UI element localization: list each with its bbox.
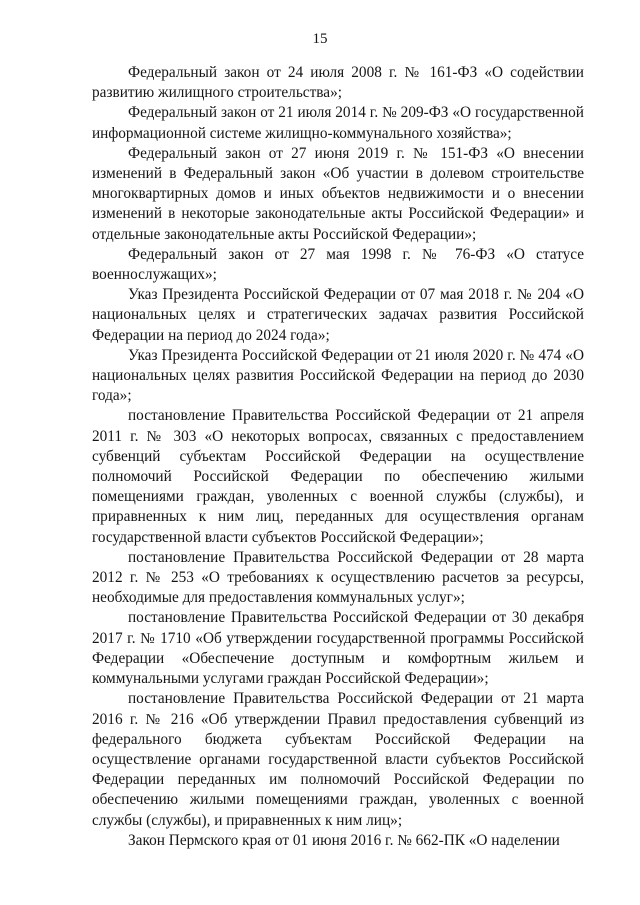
page-number: 15 — [312, 31, 328, 47]
paragraph: постановление Правительства Российской Федерации от 21 апреля 2011 г. № 303 «О некоторых вопросах, связанных с предоставлением субвенций субъектам Российской Федерации на осуществление полномочий Российской Федерации по обеспечению жилыми помещениями граждан, уволенных с военной службы (службы), и приравненных к ним лиц, переданных для осуществления органам государственной власти субъектов Российской Федерации»; — [92, 407, 584, 546]
paragraph: Закон Пермского края от 01 июня 2016 г. № 662-ПК «О наделении — [128, 831, 560, 849]
paragraph: Федеральный закон от 27 мая 1998 г. № 76-ФЗ «О статусе военнослужащих»; — [92, 245, 584, 284]
paragraph: Указ Президента Российской Федерации от 21 июля 2020 г. № 474 «О национальных целях развития Российской Федерации на период до 2030 года»; — [92, 346, 584, 405]
paragraph: постановление Правительства Российской Федерации от 30 декабря 2017 г. № 1710 «Об утверждении государственной программы Российской Федерации «Обеспечение доступным и комфортным жильем и коммунальными услугами граждан Российской Федерации»; — [92, 609, 584, 688]
paragraph: постановление Правительства Российской Федерации от 28 марта 2012 г. № 253 «О требованиях к осуществлению расчетов за ресурсы, необходимые для предоставления коммунальных услуг»; — [92, 548, 584, 607]
paragraph: постановление Правительства Российской Федерации от 21 марта 2016 г. № 216 «Об утверждении Правил предоставления субвенций из федерального бюджета субъектам Российской Федерации на осуществление органами государственной власти субъектов Российской Федерации переданных им полномочий Российской Федерации по обеспечению жилыми помещениями граждан, уволенных с военной службы (службы), и приравненных к ним лиц»; — [92, 690, 584, 829]
paragraph: Федеральный закон от 24 июля 2008 г. № 161-ФЗ «О содействии развитию жилищного строительства»; — [92, 64, 584, 102]
paragraph: Федеральный закон от 27 июня 2019 г. № 151-ФЗ «О внесении изменений в Федеральный закон «Об участии в долевом строительстве многоквартирных домов и иных объектов недвижимости и о внесении изменений в некоторые законодательные акты Российской Федерации» и отдельные законодательные акты Российской Федерации»; — [92, 144, 584, 243]
paragraph: Федеральный закон от 21 июля 2014 г. № 209-ФЗ «О государственной информационной системе жилищно-коммунального хозяйства»; — [92, 104, 584, 142]
document-body — [92, 63, 584, 851]
paragraph: Указ Президента Российской Федерации от 07 мая 2018 г. № 204 «О национальных целях и стратегических задачах развития Российской Федерации на период до 2024 года»; — [92, 286, 584, 344]
